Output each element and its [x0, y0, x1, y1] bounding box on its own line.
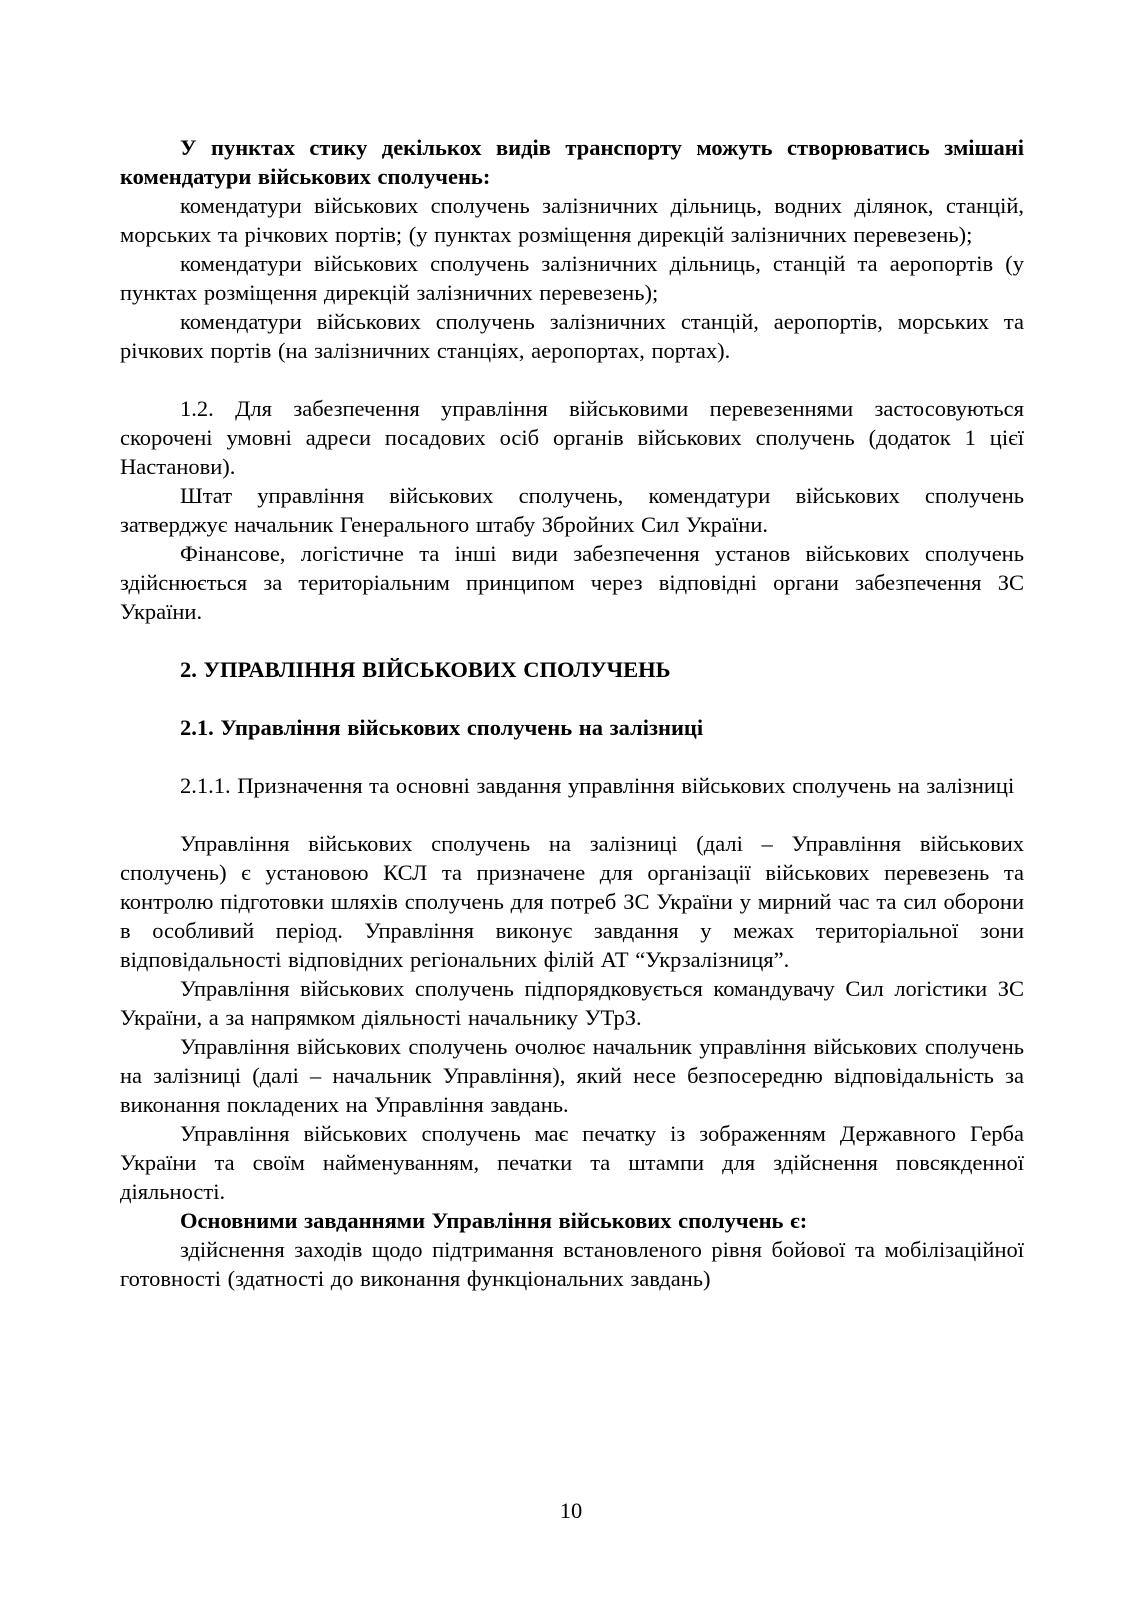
- paragraph-1-2: 1.2. Для забезпечення управління військовими перевезеннями застосовуються скорочені умовні адреси посадових осіб органів військових сполучень (додаток 1 цієї Настанови).: [120, 396, 1024, 479]
- paragraph-upravlinnia-2: Управління військових сполучень підпорядковується командувачу Сил логістики ЗС України, а за напрямком діяльності начальнику УТрЗ.: [120, 976, 1024, 1030]
- paragraph-upravlinnia-3: Управління військових сполучень очолює начальник управління військових сполучень на залізниці (далі – начальник Управління), який несе безпосередню відповідальність за виконання покладених на Управління завдань.: [120, 1034, 1024, 1117]
- paragraph-osnovni-zavdannia-bold: Основними завданнями Управління військових сполучень є:: [180, 1208, 808, 1233]
- paragraph-intro-bold: У пунктах стику декількох видів транспорту можуть створюватись змішані комендатури військових сполучень:: [120, 135, 1024, 189]
- page-number: 10: [559, 1498, 583, 1523]
- section-heading-2: 2. УПРАВЛІННЯ ВІЙСЬКОВИХ СПОЛУЧЕНЬ: [180, 657, 671, 682]
- subsection-heading-2-1: 2.1. Управління військових сполучень на залізниці: [180, 715, 704, 740]
- paragraph-komendatury-2: комендатури військових сполучень залізничних дільниць, станцій та аеропортів (у пунктах розміщення дирекцій залізничних перевезень);: [120, 251, 1024, 305]
- paragraph-komendatury-1: комендатури військових сполучень залізничних дільниць, водних ділянок, станцій, морських та річкових портів; (у пунктах розміщення дирекцій залізничних перевезень);: [120, 193, 1024, 247]
- subsection-heading-2-1-1: 2.1.1. Призначення та основні завдання управління військових сполучень на залізниці: [180, 773, 1015, 798]
- paragraph-shtat: Штат управління військових сполучень, комендатури військових сполучень затверджує начальник Генерального штабу Збройних Сил України.: [120, 483, 1024, 537]
- paragraph-zdiisnennia: здійснення заходів щодо підтримання встановленого рівня бойової та мобілізаційної готовності (здатності до виконання функціональних завдань): [120, 1237, 1024, 1291]
- paragraph-upravlinnia-4: Управління військових сполучень має печатку із зображенням Державного Герба України та своїм найменуванням, печатки та штампи для здійснення повсякденної діяльності.: [120, 1121, 1024, 1204]
- paragraph-finansove: Фінансове, логістичне та інші види забезпечення установ військових сполучень здійснюється за територіальним принципом через відповідні органи забезпечення ЗС України.: [120, 541, 1024, 624]
- paragraph-komendatury-3: комендатури військових сполучень залізничних станцій, аеропортів, морських та річкових портів (на залізничних станціях, аеропортах, портах).: [120, 309, 1024, 363]
- paragraph-upravlinnia-1: Управління військових сполучень на залізниці (далі – Управління військових сполучень) є установою КСЛ та призначене для організації військових перевезень та контролю підготовки шляхів сполучень для потреб ЗС України у мирний час та сил оборони в особливий період. Управління виконує завдання у межах територіальної зони відповідальності відповідних регіональних філій АТ “Укрзалізниця”.: [120, 831, 1024, 972]
